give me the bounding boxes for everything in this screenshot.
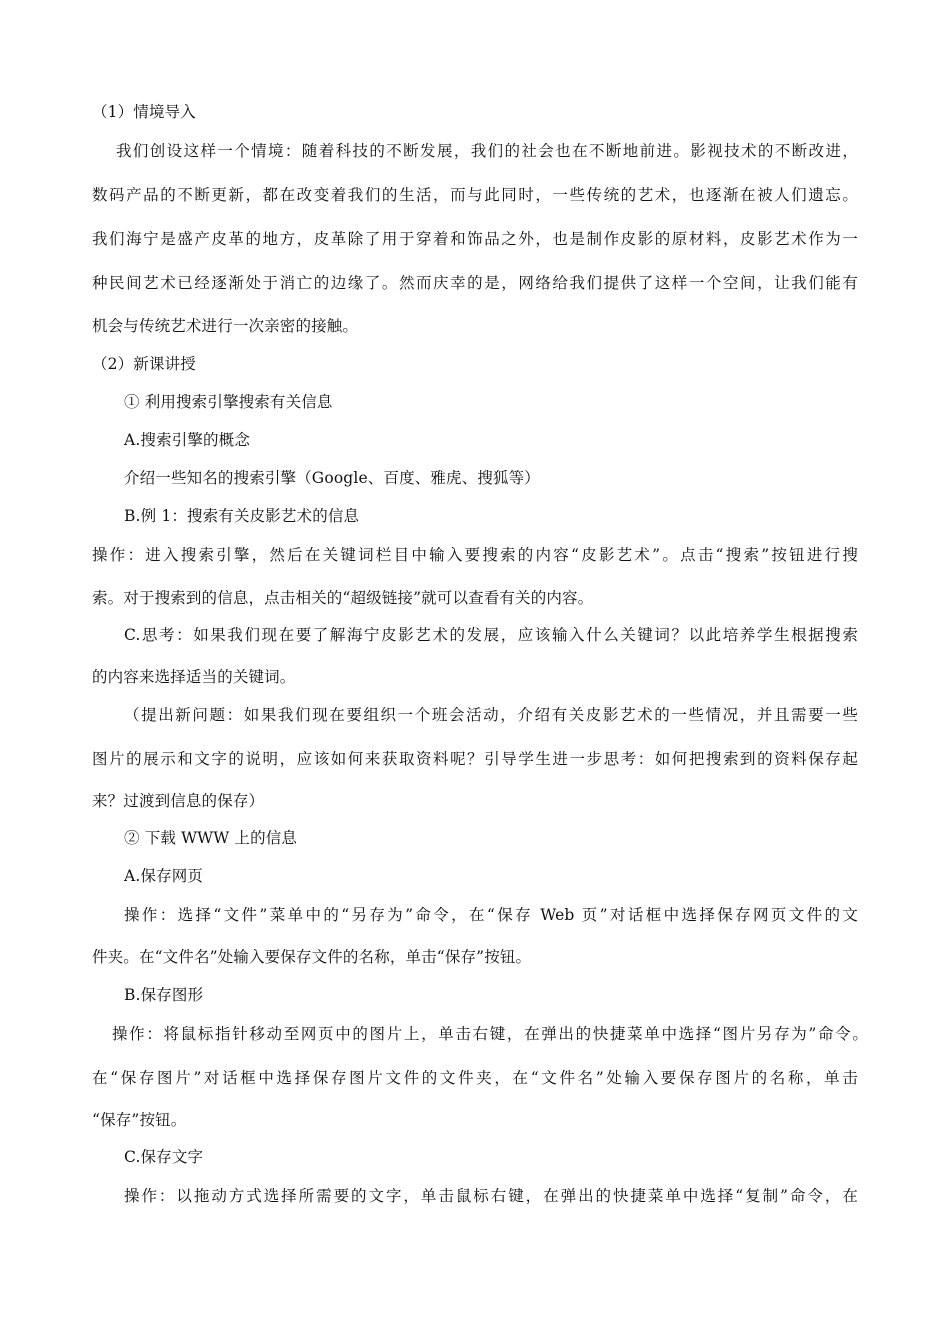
paragraph-line: 操作：将鼠标指针移动至网页中的图片上，单击右键，在弹出的快捷菜单中选择“图片另存为”命令。 [112,1025,868,1043]
section-heading-new-lesson: （2）新课讲授 [92,355,196,373]
paragraph-line: 索。对于搜索到的信息，点击相关的“超级链接”就可以查看有关的内容。 [92,589,594,607]
item-heading: C.保存文字 [124,1148,204,1166]
item-heading: B.保存图形 [124,986,204,1004]
paragraph-line: 机会与传统艺术进行一次亲密的接触。 [92,317,359,335]
paragraph-line: 图片的展示和文字的说明，应该如何来获取资料呢？引导学生进一步思考：如何把搜索到的资料保存起 [92,750,858,768]
paragraph-line: 操作：选择“文件”菜单中的“另存为”命令，在“保存 Web 页”对话框中选择保存网页文件的文 [124,906,858,924]
paragraph-line: C.思考：如果我们现在要了解海宁皮影艺术的发展，应该输入什么关键词？以此培养学生根据搜索 [124,626,858,644]
item-heading: B.例 1：搜索有关皮影艺术的信息 [124,507,360,525]
paragraph-line: （提出新问题：如果我们现在要组织一个班会活动，介绍有关皮影艺术的一些情况，并且需要一些 [124,706,858,724]
section-heading-intro: （1）情境导入 [92,103,196,121]
paragraph-line: 在“保存图片”对话框中选择保存图片文件的文件夹，在“文件名”处输入要保存图片的名称，单击 [92,1069,858,1087]
item-heading: A.搜索引擎的概念 [124,431,250,449]
paragraph-line: 操作：以拖动方式选择所需要的文字，单击鼠标右键，在弹出的快捷菜单中选择“复制”命令，在 [124,1187,858,1205]
paragraph-line: 我们创设这样一个情境：随着科技的不断发展，我们的社会也在不断地前进。影视技术的不断改进， [116,142,858,160]
paragraph-line: 的内容来选择适当的关键词。 [92,668,296,686]
subsection-heading: ① 利用搜索引擎搜索有关信息 [124,393,333,411]
subsection-heading: ② 下载 WWW 上的信息 [124,829,298,847]
paragraph-line: 介绍一些知名的搜索引擎（Google、百度、雅虎、搜狐等） [124,469,540,487]
paragraph-line: 来？过渡到信息的保存） [92,792,265,810]
paragraph-line: 操作：进入搜索引擎，然后在关键词栏目中输入要搜索的内容“皮影艺术”。点击“搜索”按钮进行搜 [92,546,858,564]
paragraph-line: “保存”按钮。 [92,1111,187,1129]
item-heading: A.保存网页 [124,867,204,885]
paragraph-line: 件夹。在“文件名”处输入要保存文件的名称，单击“保存”按钮。 [92,948,532,966]
paragraph-line: 数码产品的不断更新，都在改变着我们的生活，而与此同时，一些传统的艺术，也逐渐在被人们遗忘。 [92,186,858,204]
paragraph-line: 我们海宁是盛产皮革的地方，皮革除了用于穿着和饰品之外，也是制作皮影的原材料，皮影艺术作为一 [92,230,858,248]
paragraph-line: 种民间艺术已经逐渐处于消亡的边缘了。然而庆幸的是，网络给我们提供了这样一个空间，让我们能有 [92,274,858,292]
